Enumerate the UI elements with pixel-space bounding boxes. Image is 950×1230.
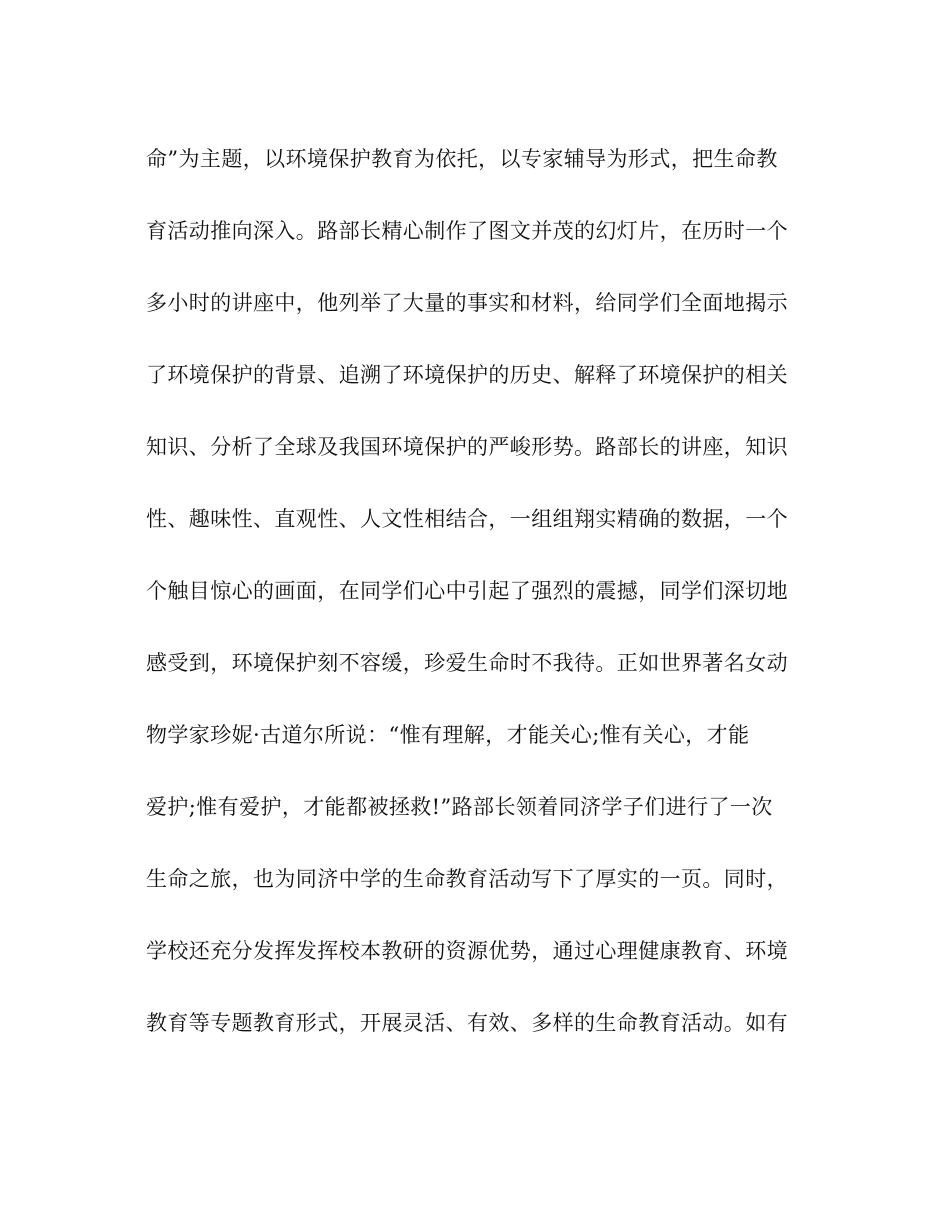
text-line-11: 生命之旅，也为同济中学的生命教育活动写下了厚实的一页。同时，	[146, 867, 788, 891]
text-line-12: 学校还充分发挥发挥校本教研的资源优势，通过心理健康教育、环境	[146, 939, 788, 963]
text-line-3: 多小时的讲座中，他列举了大量的事实和材料，给同学们全面地揭示	[146, 291, 788, 315]
text-line-6: 性、趣味性、直观性、人文性相结合，一组组翔实精确的数据，一个	[146, 507, 788, 531]
text-line-5: 知识、分析了全球及我国环境保护的严峻形势。路部长的讲座，知识	[146, 435, 788, 459]
text-line-4: 了环境保护的背景、追溯了环境保护的历史、解释了环境保护的相关	[146, 363, 788, 387]
text-line-2: 育活动推向深入。路部长精心制作了图文并茂的幻灯片，在历时一个	[146, 219, 788, 243]
text-line-9: 物学家珍妮·古道尔所说：“惟有理解，才能关心;惟有关心，才能	[146, 723, 750, 747]
body-paragraph	[146, 139, 806, 1075]
text-line-7: 个触目惊心的画面，在同学们心中引起了强烈的震撼，同学们深切地	[146, 579, 788, 603]
text-line-10: 爱护;惟有爱护，才能都被拯救!”路部长领着同济学子们进行了一次	[146, 795, 773, 819]
text-line-8: 感受到，环境保护刻不容缓，珍爱生命时不我待。正如世界著名女动	[146, 651, 788, 675]
text-line-13: 教育等专题教育形式，开展灵活、有效、多样的生命教育活动。如有	[146, 1011, 788, 1035]
text-line-1: 命”为主题，以环境保护教育为依托，以专家辅导为形式，把生命教	[146, 147, 778, 171]
